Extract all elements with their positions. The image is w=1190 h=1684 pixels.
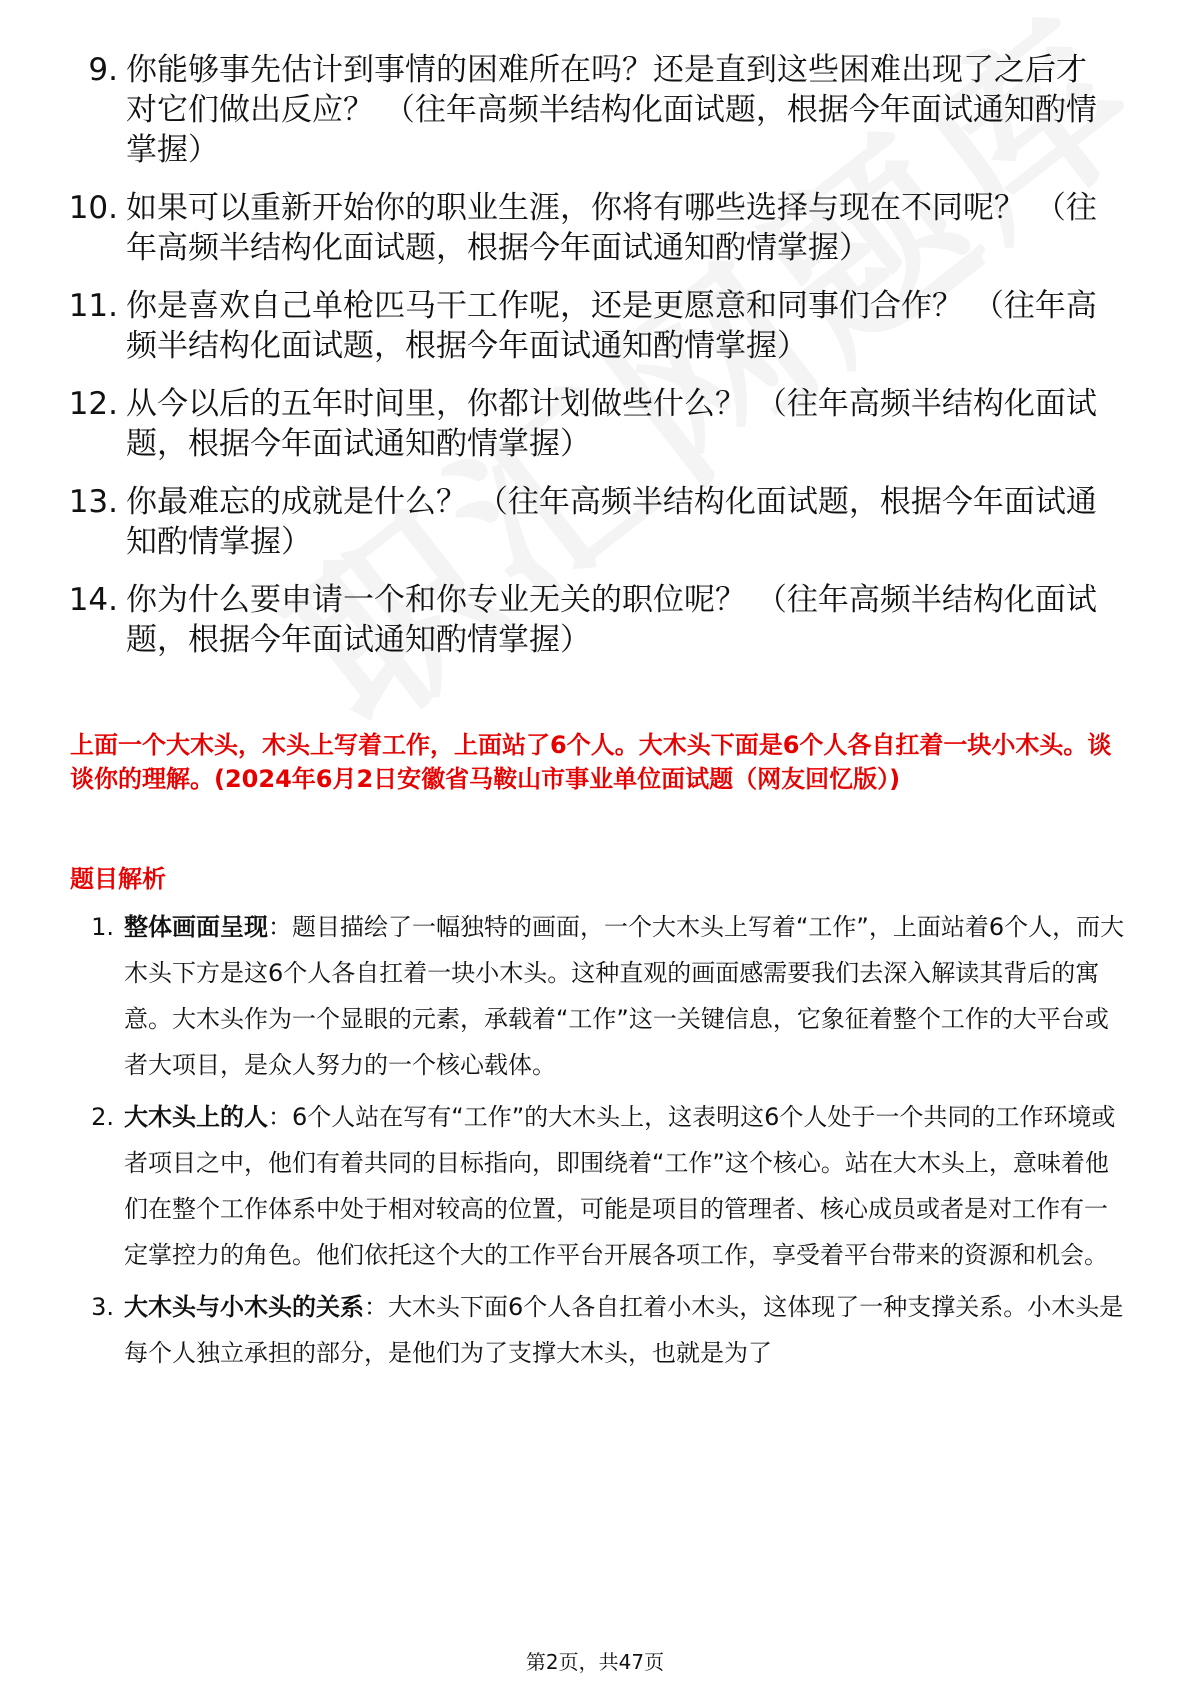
item-text: 你最难忘的成就是什么？ （往年高频半结构化面试题，根据今年面试通知酌情掌握） [126, 484, 1097, 560]
item-number: 10. [68, 190, 118, 226]
item-number: 9. [88, 52, 118, 88]
analysis-list [78, 904, 1128, 1382]
item-number: 13. [68, 484, 118, 520]
item-number: 14. [68, 582, 118, 618]
item-text: ：6个人站在写有“工作”的大木头上，这表明这6个人处于一个共同的工作环境或者项目之中，他们有着共同的目标指向，即围绕着“工作”这个核心。站在大木头上，意味着他们在整个工作体系中处于相对较高的位置，可能是项目的管理者、核心成员或者是对工作有一定掌控力的角色。他们依托这个大的工作平台开展各项工作，享受着平台带来的资源和机会。 [124, 1103, 1116, 1269]
item-number: 2. [91, 1103, 114, 1131]
list-item [56, 482, 1116, 562]
list-item [56, 188, 1116, 268]
question-list [56, 50, 1116, 678]
item-term: 大木头上的人 [124, 1103, 268, 1131]
item-number: 11. [68, 288, 118, 324]
item-text: 如果可以重新开始你的职业生涯，你将有哪些选择与现在不同呢？ （往年高频半结构化面试题，根据今年面试通知酌情掌握） [126, 190, 1097, 266]
list-item [78, 904, 1128, 1088]
list-item [78, 1284, 1128, 1376]
item-term: 整体画面呈现 [124, 913, 268, 941]
list-item [56, 580, 1116, 660]
item-text: ：大木头下面6个人各自扛着小木头，这体现了一种支撑关系。小木头是每个人独立承担的部分，是他们为了支撑大木头，也就是为了 [124, 1293, 1124, 1367]
item-text: ：题目描绘了一幅独特的画面，一个大木头上写着“工作”，上面站着6个人，而大木头下方是这6个人各自扛着一块小木头。这种直观的画面感需要我们去深入解读其背后的寓意。大木头作为一个显眼的元素，承载着“工作”这一关键信息，它象征着整个工作的大平台或者大项目，是众人努力的一个核心载体。 [124, 913, 1125, 1079]
list-item [56, 286, 1116, 366]
item-number: 12. [68, 386, 118, 422]
item-text: 你能够事先估计到事情的困难所在吗？还是直到这些困难出现了之后才对它们做出反应？ （往年高频半结构化面试题，根据今年面试通知酌情掌握） [126, 52, 1097, 168]
list-item [56, 50, 1116, 170]
page-footer: 第2页，共47页 [525, 1650, 665, 1674]
list-item [78, 1094, 1128, 1278]
item-text: 你为什么要申请一个和你专业无关的职位呢？ （往年高频半结构化面试题，根据今年面试通知酌情掌握） [126, 582, 1097, 658]
item-text: 你是喜欢自己单枪匹马干工作呢，还是更愿意和同事们合作？ （往年高频半结构化面试题，根据今年面试通知酌情掌握） [126, 288, 1097, 364]
item-number: 3. [91, 1293, 114, 1321]
item-number: 1. [91, 913, 114, 941]
highlight-question: 上面一个大木头，木头上写着工作，上面站了6个人。大木头下面是6个人各自扛着一块小木头。谈谈你的理解。(2024年6月2日安徽省马鞍山市事业单位面试题（网友回忆版）) [70, 731, 1112, 793]
item-text: 从今以后的五年时间里，你都计划做些什么？ （往年高频半结构化面试题，根据今年面试通知酌情掌握） [126, 386, 1097, 462]
list-item [56, 384, 1116, 464]
section-title: 题目解析 [70, 865, 166, 893]
item-term: 大木头与小木头的关系 [124, 1293, 364, 1321]
